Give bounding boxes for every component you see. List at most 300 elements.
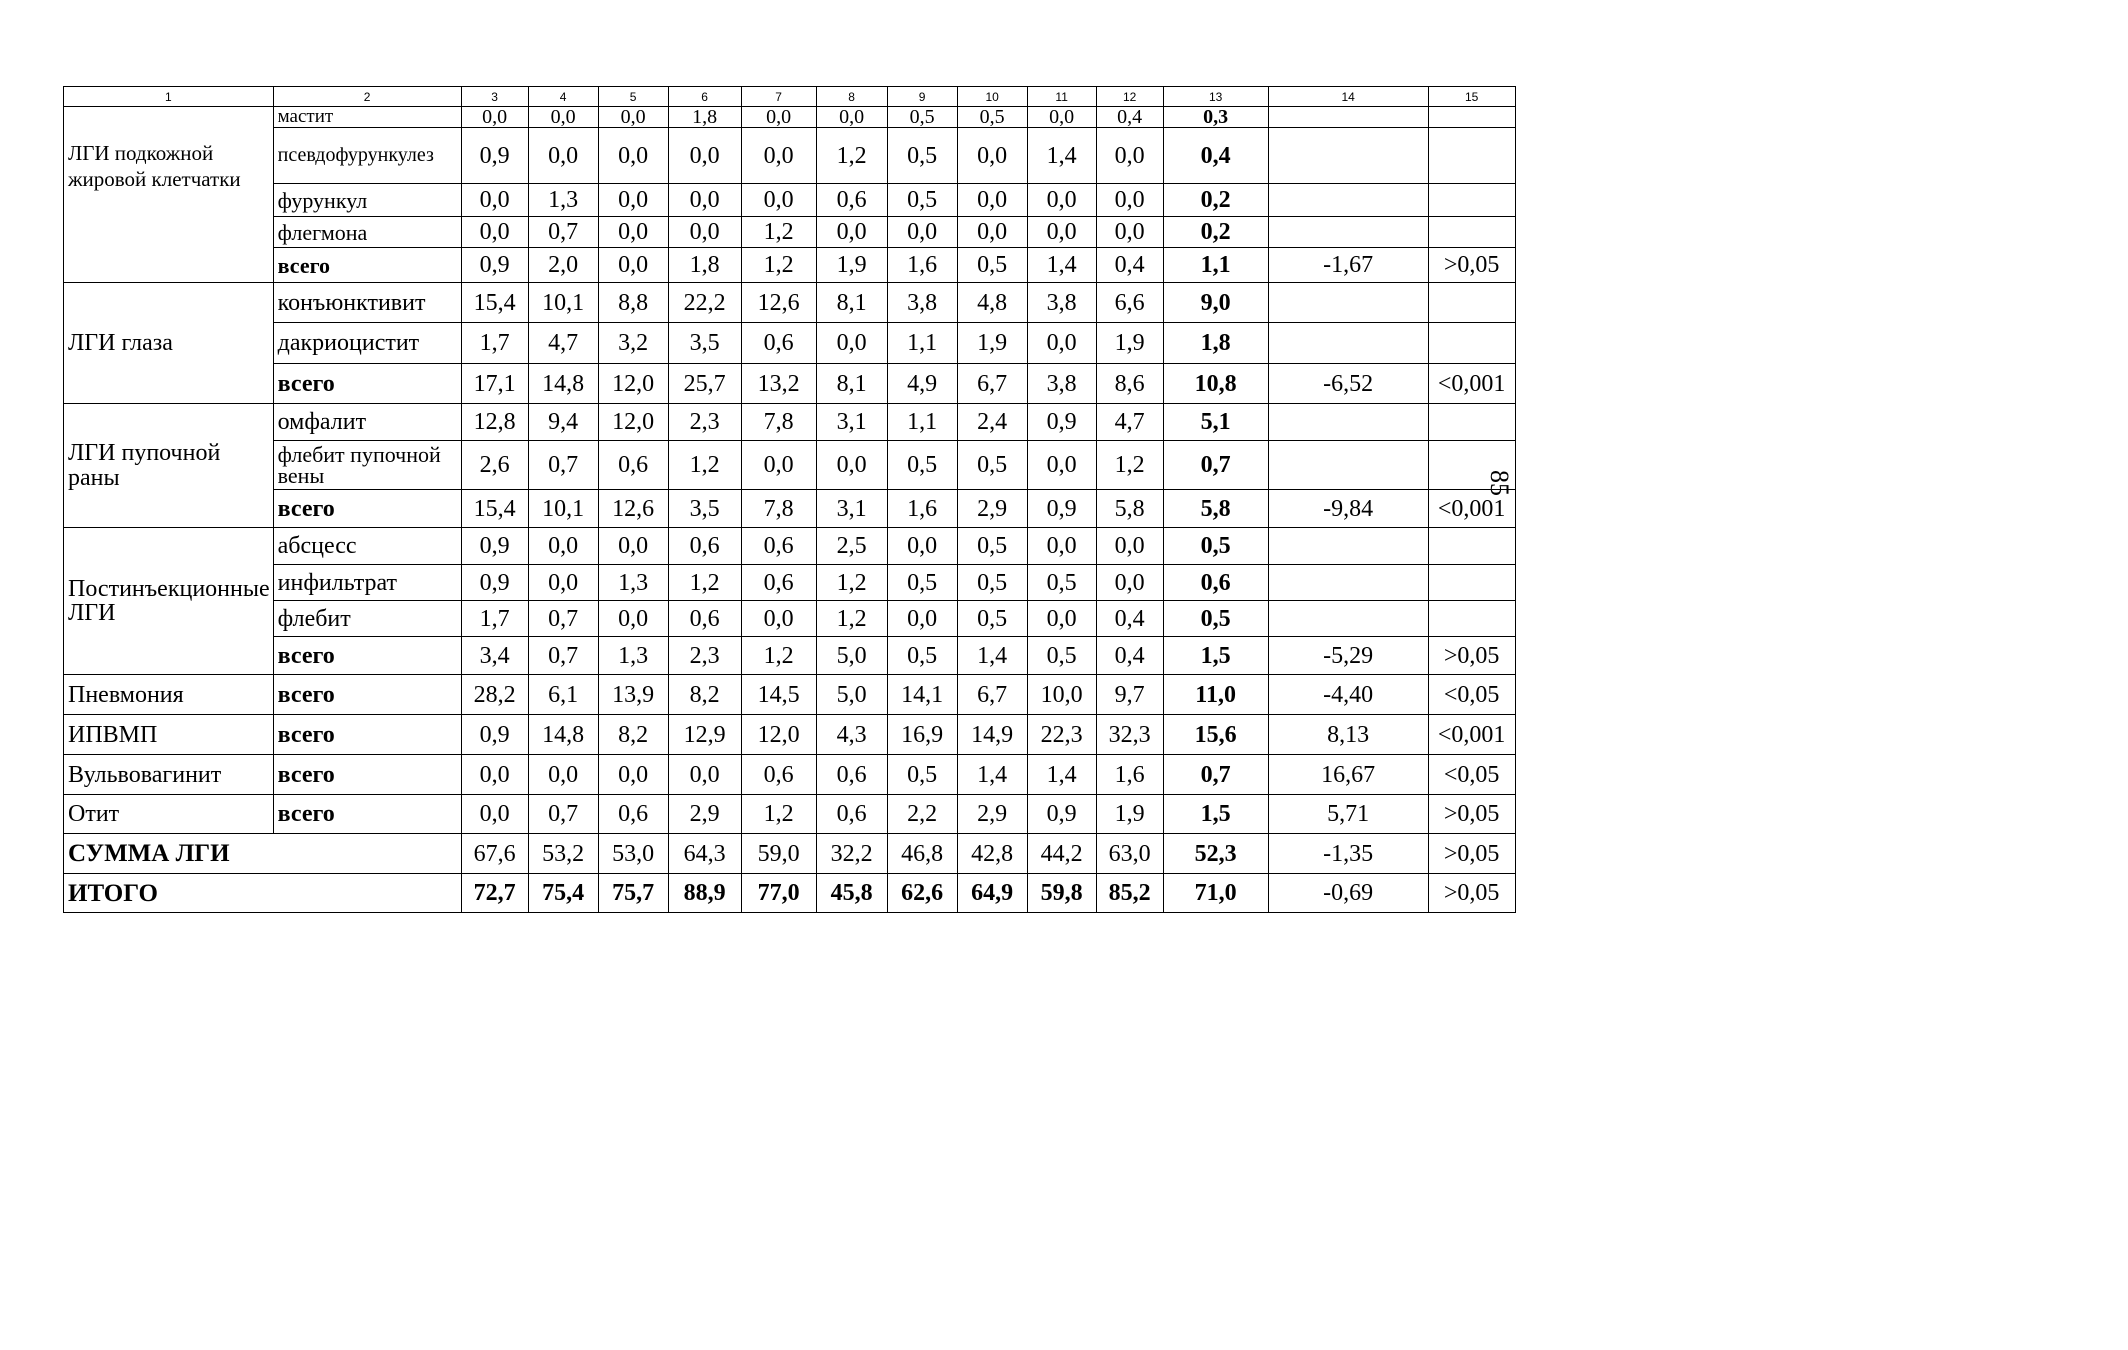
value-cell: 0,5: [887, 565, 957, 601]
t-value: [1268, 404, 1428, 441]
t-value: [1268, 128, 1428, 184]
group-name: ЛГИ пупочной раны: [64, 404, 274, 528]
value-cell: 1,1: [887, 404, 957, 441]
value-cell: 0,0: [957, 217, 1027, 248]
value-cell: 1,3: [528, 184, 598, 217]
value-cell: 0,5: [957, 441, 1027, 490]
value-cell: 42,8: [957, 834, 1027, 874]
value-cell: 11,0: [1163, 675, 1268, 715]
value-cell: 12,8: [461, 404, 528, 441]
t-value: -1,35: [1268, 834, 1428, 874]
table-row: [64, 601, 1516, 637]
value-cell: 15,4: [461, 283, 528, 323]
value-cell: 14,8: [528, 364, 598, 404]
value-cell: 0,7: [528, 637, 598, 675]
value-cell: 0,0: [957, 184, 1027, 217]
value-cell: 3,2: [598, 323, 668, 364]
value-cell: 1,2: [816, 565, 887, 601]
value-cell: 0,0: [598, 528, 668, 565]
value-cell: 0,3: [1163, 107, 1268, 128]
value-cell: 0,7: [1163, 755, 1268, 795]
p-value: >0,05: [1428, 834, 1515, 874]
table-row: [64, 323, 1516, 364]
value-cell: 1,9: [957, 323, 1027, 364]
row-label: дакриоцистит: [273, 323, 461, 364]
table-row: [64, 184, 1516, 217]
table-row: [64, 248, 1516, 283]
t-value: [1268, 323, 1428, 364]
value-cell: 0,0: [528, 107, 598, 128]
value-cell: 0,4: [1096, 248, 1163, 283]
value-cell: 0,5: [1163, 528, 1268, 565]
value-cell: 12,6: [598, 490, 668, 528]
value-cell: 5,0: [816, 637, 887, 675]
value-cell: 8,2: [598, 715, 668, 755]
value-cell: 14,8: [528, 715, 598, 755]
value-cell: 1,2: [668, 565, 741, 601]
value-cell: 0,0: [528, 528, 598, 565]
value-cell: 0,0: [598, 248, 668, 283]
value-cell: 0,5: [957, 601, 1027, 637]
value-cell: 0,0: [668, 184, 741, 217]
value-cell: 0,6: [816, 795, 887, 834]
value-cell: 1,2: [816, 601, 887, 637]
value-cell: 8,6: [1096, 364, 1163, 404]
value-cell: 0,0: [1027, 528, 1096, 565]
value-cell: 0,6: [741, 323, 816, 364]
table-row: [64, 565, 1516, 601]
value-cell: 1,4: [1027, 248, 1096, 283]
value-cell: 4,9: [887, 364, 957, 404]
value-cell: 2,3: [668, 404, 741, 441]
value-cell: 4,3: [816, 715, 887, 755]
p-value: <0,001: [1428, 364, 1515, 404]
value-cell: 1,2: [741, 795, 816, 834]
value-cell: 85,2: [1096, 874, 1163, 913]
row-label: мастит: [273, 107, 461, 128]
row-label: флебит пупочной вены: [273, 441, 461, 490]
value-cell: 0,6: [668, 601, 741, 637]
value-cell: 2,3: [668, 637, 741, 675]
value-cell: 0,0: [741, 184, 816, 217]
value-cell: 3,5: [668, 323, 741, 364]
table-row: [64, 404, 1516, 441]
value-cell: 0,0: [957, 128, 1027, 184]
row-label: всего: [273, 755, 461, 795]
value-cell: 53,0: [598, 834, 668, 874]
value-cell: 7,8: [741, 490, 816, 528]
value-cell: 3,5: [668, 490, 741, 528]
value-cell: 75,4: [528, 874, 598, 913]
value-cell: 0,0: [816, 107, 887, 128]
value-cell: 1,8: [1163, 323, 1268, 364]
value-cell: 3,8: [1027, 283, 1096, 323]
row-label: всего: [273, 248, 461, 283]
table-row: [64, 107, 1516, 128]
value-cell: 2,9: [957, 795, 1027, 834]
p-value: [1428, 601, 1515, 637]
value-cell: 12,6: [741, 283, 816, 323]
t-value: [1268, 283, 1428, 323]
value-cell: 0,6: [741, 565, 816, 601]
value-cell: 8,8: [598, 283, 668, 323]
value-cell: 0,6: [741, 755, 816, 795]
value-cell: 0,7: [1163, 441, 1268, 490]
value-cell: 0,9: [461, 528, 528, 565]
value-cell: 0,0: [1096, 528, 1163, 565]
value-cell: 0,4: [1096, 601, 1163, 637]
p-value: [1428, 128, 1515, 184]
p-value: [1428, 528, 1515, 565]
value-cell: 0,7: [528, 795, 598, 834]
t-value: [1268, 184, 1428, 217]
value-cell: 8,2: [668, 675, 741, 715]
value-cell: 0,0: [528, 755, 598, 795]
value-cell: 10,0: [1027, 675, 1096, 715]
value-cell: 0,5: [887, 755, 957, 795]
value-cell: 0,0: [741, 107, 816, 128]
value-cell: 1,9: [1096, 795, 1163, 834]
table-row: [64, 755, 1516, 795]
value-cell: 0,5: [887, 107, 957, 128]
value-cell: 63,0: [1096, 834, 1163, 874]
t-value: -0,69: [1268, 874, 1428, 913]
value-cell: 1,2: [741, 248, 816, 283]
value-cell: 1,3: [598, 565, 668, 601]
column-number: 8: [816, 87, 887, 107]
row-label: всего: [273, 637, 461, 675]
value-cell: 0,9: [1027, 795, 1096, 834]
value-cell: 0,7: [528, 601, 598, 637]
value-cell: 25,7: [668, 364, 741, 404]
value-cell: 1,6: [887, 490, 957, 528]
value-cell: 1,2: [668, 441, 741, 490]
value-cell: 8,1: [816, 283, 887, 323]
value-cell: 12,9: [668, 715, 741, 755]
t-value: -9,84: [1268, 490, 1428, 528]
value-cell: 0,4: [1163, 128, 1268, 184]
value-cell: 0,5: [887, 128, 957, 184]
table-row: [64, 128, 1516, 184]
value-cell: 1,2: [741, 217, 816, 248]
value-cell: 2,0: [528, 248, 598, 283]
p-value: [1428, 217, 1515, 248]
value-cell: 0,0: [528, 565, 598, 601]
value-cell: 0,0: [461, 184, 528, 217]
value-cell: 64,3: [668, 834, 741, 874]
value-cell: 7,8: [741, 404, 816, 441]
value-cell: 32,3: [1096, 715, 1163, 755]
value-cell: 59,8: [1027, 874, 1096, 913]
value-cell: 0,0: [668, 217, 741, 248]
t-value: [1268, 217, 1428, 248]
value-cell: 6,7: [957, 364, 1027, 404]
group-name: Отит: [64, 795, 274, 834]
value-cell: 0,0: [1027, 184, 1096, 217]
value-cell: 4,8: [957, 283, 1027, 323]
value-cell: 2,6: [461, 441, 528, 490]
column-number-row: [64, 87, 1516, 107]
value-cell: 14,9: [957, 715, 1027, 755]
value-cell: 0,6: [668, 528, 741, 565]
value-cell: 0,0: [1027, 601, 1096, 637]
value-cell: 0,0: [461, 755, 528, 795]
value-cell: 0,0: [598, 128, 668, 184]
value-cell: 0,6: [741, 528, 816, 565]
data-table: [63, 86, 1516, 913]
value-cell: 0,0: [816, 441, 887, 490]
row-label: конъюнктивит: [273, 283, 461, 323]
column-number: 4: [528, 87, 598, 107]
value-cell: 0,0: [461, 795, 528, 834]
value-cell: 0,0: [1027, 217, 1096, 248]
row-label: флегмона: [273, 217, 461, 248]
total-label: СУММА ЛГИ: [64, 834, 462, 874]
column-number: 7: [741, 87, 816, 107]
value-cell: 0,0: [741, 441, 816, 490]
value-cell: 0,0: [1027, 441, 1096, 490]
total-row: [64, 874, 1516, 913]
value-cell: 28,2: [461, 675, 528, 715]
value-cell: 0,4: [1096, 107, 1163, 128]
value-cell: 4,7: [528, 323, 598, 364]
value-cell: 6,1: [528, 675, 598, 715]
value-cell: 0,5: [957, 248, 1027, 283]
value-cell: 6,6: [1096, 283, 1163, 323]
p-value: <0,05: [1428, 675, 1515, 715]
value-cell: 64,9: [957, 874, 1027, 913]
column-number: 3: [461, 87, 528, 107]
t-value: 8,13: [1268, 715, 1428, 755]
value-cell: 12,0: [598, 364, 668, 404]
table-row: [64, 675, 1516, 715]
p-value: >0,05: [1428, 248, 1515, 283]
value-cell: 13,2: [741, 364, 816, 404]
column-number: 14: [1268, 87, 1428, 107]
value-cell: 14,1: [887, 675, 957, 715]
value-cell: 0,9: [1027, 404, 1096, 441]
p-value: [1428, 323, 1515, 364]
value-cell: 0,0: [1027, 107, 1096, 128]
value-cell: 3,1: [816, 490, 887, 528]
value-cell: 15,6: [1163, 715, 1268, 755]
t-value: -6,52: [1268, 364, 1428, 404]
value-cell: 0,0: [816, 217, 887, 248]
value-cell: 46,8: [887, 834, 957, 874]
column-number: 2: [273, 87, 461, 107]
value-cell: 72,7: [461, 874, 528, 913]
value-cell: 0,5: [1163, 601, 1268, 637]
value-cell: 0,2: [1163, 184, 1268, 217]
value-cell: 0,6: [816, 755, 887, 795]
column-number: 6: [668, 87, 741, 107]
t-value: 5,71: [1268, 795, 1428, 834]
value-cell: 3,1: [816, 404, 887, 441]
p-value: [1428, 107, 1515, 128]
p-value: [1428, 565, 1515, 601]
value-cell: 0,0: [598, 755, 668, 795]
value-cell: 1,2: [816, 128, 887, 184]
value-cell: 0,6: [598, 441, 668, 490]
value-cell: 0,0: [528, 128, 598, 184]
value-cell: 0,9: [461, 565, 528, 601]
value-cell: 1,4: [957, 637, 1027, 675]
table-row: [64, 217, 1516, 248]
value-cell: 0,0: [1096, 217, 1163, 248]
table-row: [64, 364, 1516, 404]
value-cell: 0,5: [1027, 637, 1096, 675]
group-name: Вульвовагинит: [64, 755, 274, 795]
t-value: -4,40: [1268, 675, 1428, 715]
value-cell: 6,7: [957, 675, 1027, 715]
p-value: <0,001: [1428, 715, 1515, 755]
value-cell: 1,6: [1096, 755, 1163, 795]
value-cell: 22,2: [668, 283, 741, 323]
p-value: [1428, 283, 1515, 323]
group-name: Пневмония: [64, 675, 274, 715]
table-row: [64, 528, 1516, 565]
t-value: [1268, 528, 1428, 565]
value-cell: 0,5: [1027, 565, 1096, 601]
value-cell: 10,1: [528, 283, 598, 323]
value-cell: 1,2: [741, 637, 816, 675]
value-cell: 77,0: [741, 874, 816, 913]
value-cell: 0,0: [1027, 323, 1096, 364]
value-cell: 1,8: [668, 248, 741, 283]
value-cell: 0,9: [461, 128, 528, 184]
value-cell: 32,2: [816, 834, 887, 874]
value-cell: 0,0: [887, 601, 957, 637]
p-value: [1428, 404, 1515, 441]
value-cell: 53,2: [528, 834, 598, 874]
value-cell: 0,7: [528, 217, 598, 248]
group-name: ИПВМП: [64, 715, 274, 755]
group-name: Постинъекционные ЛГИ: [64, 528, 274, 675]
row-label: всего: [273, 490, 461, 528]
value-cell: 10,1: [528, 490, 598, 528]
column-number: 15: [1428, 87, 1515, 107]
value-cell: 1,5: [1163, 637, 1268, 675]
value-cell: 17,1: [461, 364, 528, 404]
value-cell: 15,4: [461, 490, 528, 528]
value-cell: 0,0: [1096, 128, 1163, 184]
value-cell: 88,9: [668, 874, 741, 913]
value-cell: 67,6: [461, 834, 528, 874]
value-cell: 0,4: [1096, 637, 1163, 675]
value-cell: 52,3: [1163, 834, 1268, 874]
value-cell: 1,5: [1163, 795, 1268, 834]
value-cell: 13,9: [598, 675, 668, 715]
table-row: [64, 490, 1516, 528]
group-name: ЛГИ глаза: [64, 283, 274, 404]
value-cell: 1,6: [887, 248, 957, 283]
value-cell: 0,6: [1163, 565, 1268, 601]
value-cell: 1,1: [887, 323, 957, 364]
value-cell: 1,7: [461, 601, 528, 637]
value-cell: 0,0: [668, 755, 741, 795]
table-row: [64, 283, 1516, 323]
value-cell: 2,9: [668, 795, 741, 834]
value-cell: 1,4: [957, 755, 1027, 795]
t-value: [1268, 441, 1428, 490]
t-value: [1268, 565, 1428, 601]
value-cell: 2,2: [887, 795, 957, 834]
value-cell: 8,1: [816, 364, 887, 404]
value-cell: 14,5: [741, 675, 816, 715]
value-cell: 0,0: [1096, 565, 1163, 601]
row-label: флебит: [273, 601, 461, 637]
table-row: [64, 715, 1516, 755]
value-cell: 0,0: [668, 128, 741, 184]
value-cell: 1,4: [1027, 755, 1096, 795]
p-value: <0,001: [1428, 490, 1515, 528]
p-value: >0,05: [1428, 874, 1515, 913]
value-cell: 0,0: [461, 217, 528, 248]
p-value: >0,05: [1428, 795, 1515, 834]
value-cell: 3,8: [887, 283, 957, 323]
table-row: [64, 637, 1516, 675]
value-cell: 75,7: [598, 874, 668, 913]
value-cell: 1,1: [1163, 248, 1268, 283]
value-cell: 1,4: [1027, 128, 1096, 184]
value-cell: 12,0: [598, 404, 668, 441]
value-cell: 3,4: [461, 637, 528, 675]
row-label: всего: [273, 364, 461, 404]
value-cell: 4,7: [1096, 404, 1163, 441]
value-cell: 0,5: [887, 441, 957, 490]
value-cell: 59,0: [741, 834, 816, 874]
value-cell: 0,9: [1027, 490, 1096, 528]
total-row: [64, 834, 1516, 874]
value-cell: 1,9: [816, 248, 887, 283]
p-value: <0,05: [1428, 755, 1515, 795]
value-cell: 3,8: [1027, 364, 1096, 404]
p-value: [1428, 184, 1515, 217]
row-label: абсцесс: [273, 528, 461, 565]
value-cell: 9,0: [1163, 283, 1268, 323]
value-cell: 0,0: [598, 184, 668, 217]
value-cell: 0,0: [1096, 184, 1163, 217]
value-cell: 9,4: [528, 404, 598, 441]
value-cell: 22,3: [1027, 715, 1096, 755]
value-cell: 0,7: [528, 441, 598, 490]
p-value: >0,05: [1428, 637, 1515, 675]
value-cell: 5,8: [1096, 490, 1163, 528]
value-cell: 45,8: [816, 874, 887, 913]
value-cell: 0,0: [741, 601, 816, 637]
value-cell: 0,0: [598, 107, 668, 128]
page-number: 85: [1485, 470, 1514, 496]
value-cell: 0,5: [957, 565, 1027, 601]
value-cell: 0,2: [1163, 217, 1268, 248]
value-cell: 9,7: [1096, 675, 1163, 715]
value-cell: 0,6: [598, 795, 668, 834]
value-cell: 2,4: [957, 404, 1027, 441]
row-label: омфалит: [273, 404, 461, 441]
row-label: всего: [273, 795, 461, 834]
value-cell: 1,2: [1096, 441, 1163, 490]
value-cell: 0,0: [741, 128, 816, 184]
column-number: 5: [598, 87, 668, 107]
table-row: [64, 441, 1516, 490]
value-cell: 44,2: [1027, 834, 1096, 874]
value-cell: 0,5: [957, 528, 1027, 565]
value-cell: 5,8: [1163, 490, 1268, 528]
total-label: ИТОГО: [64, 874, 462, 913]
value-cell: 0,6: [816, 184, 887, 217]
column-number: 9: [887, 87, 957, 107]
value-cell: 0,5: [887, 637, 957, 675]
